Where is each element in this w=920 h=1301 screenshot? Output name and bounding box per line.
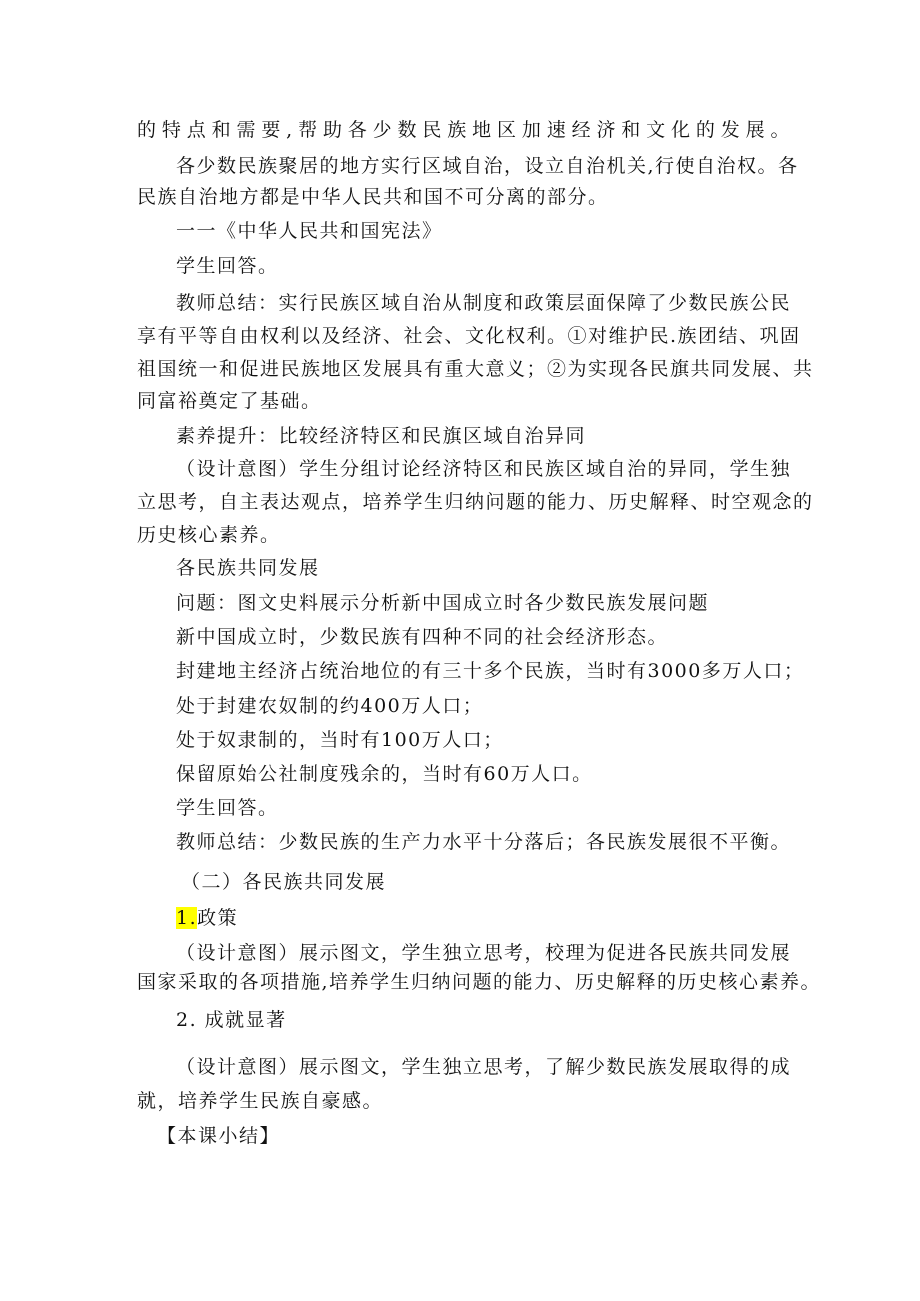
- question-line: 问题：图文史料展示分析新中国成立时各少数民族发展问题: [176, 592, 710, 614]
- design-intent-3: 历史核心素养。: [137, 524, 281, 546]
- policy-heading-text: 政策: [197, 907, 239, 929]
- fact-line-2: 封建地主经济占统治地位的有三十多个民族，当时有3000多万人口；: [176, 660, 805, 682]
- design-intent-5: 国家采取的各项措施,培养学生归纳问题的能力、历史解释的历史核心素养。: [137, 971, 822, 993]
- quote-source: 一一《中华人民共和国宪法》: [176, 220, 443, 242]
- design-intent-4: （设计意图）展示图文，学生独立思考，校理为促进各民族共同发展: [176, 942, 792, 964]
- literacy-improvement: 素养提升：比较经济特区和民旗区域自治异同: [176, 425, 587, 447]
- paragraph-line-1: 的特点和需要,帮助各少数民族地区加速经济和文化的发展。: [137, 119, 791, 141]
- paragraph-line-2: 各少数民族聚居的地方实行区域自治，设立自治机关,行使自治权。各: [176, 155, 799, 177]
- design-intent-1: （设计意图）学生分组讨论经济特区和民族区域自治的异同，学生独: [176, 458, 792, 480]
- design-intent-2: 立思考，自主表达观点，培养学生归纳问题的能力、历史解释、时空观念的: [137, 491, 814, 513]
- section-heading-common-development: 各民族共同发展: [176, 557, 320, 579]
- paragraph-line-3: 民族自治地方都是中华人民共和国不可分离的部分。: [137, 186, 609, 208]
- student-answer-1: 学生回答。: [176, 255, 279, 277]
- fact-line-4: 处于奴隶制的，当时有100万人口；: [176, 729, 504, 751]
- teacher-summary-5: 教师总结：少数民族的生产力水平十分落后；各民族发展很不平衡。: [176, 831, 792, 853]
- policy-heading: [176, 906, 238, 930]
- teacher-summary-4: 同富裕奠定了基础。: [137, 390, 322, 412]
- highlight-marker: 1.: [176, 907, 198, 929]
- teacher-summary-3: 祖国统一和促进民族地区发展具有重大意义；②为实现各民旗共同发展、共: [137, 358, 814, 380]
- lesson-summary-heading: 【本课小结】: [157, 1125, 281, 1147]
- student-answer-2: 学生回答。: [176, 797, 279, 819]
- subsection-heading: （二）各民族共同发展: [181, 871, 387, 893]
- fact-line-5: 保留原始公社制度残余的，当时有60万人口。: [176, 763, 593, 785]
- fact-line-1: 新中国成立时，少数民族有四种不同的社会经济形态。: [176, 626, 669, 648]
- teacher-summary-2: 享有平等自由权利以及经济、社会、文化权利。①对维护民.族团结、巩固: [137, 325, 801, 347]
- design-intent-6: （设计意图）展示图文，学生独立思考，了解少数民族发展取得的成: [176, 1056, 792, 1078]
- design-intent-7: 就，培养学生民族自豪感。: [137, 1090, 384, 1112]
- achievements-heading: 2. 成就显著: [176, 1009, 287, 1031]
- fact-line-3: 处于封建农奴制的约400万人口；: [176, 695, 484, 717]
- teacher-summary-1: 教师总结：实行民族区域自治从制度和政策层面保障了少数民族公民: [176, 292, 792, 314]
